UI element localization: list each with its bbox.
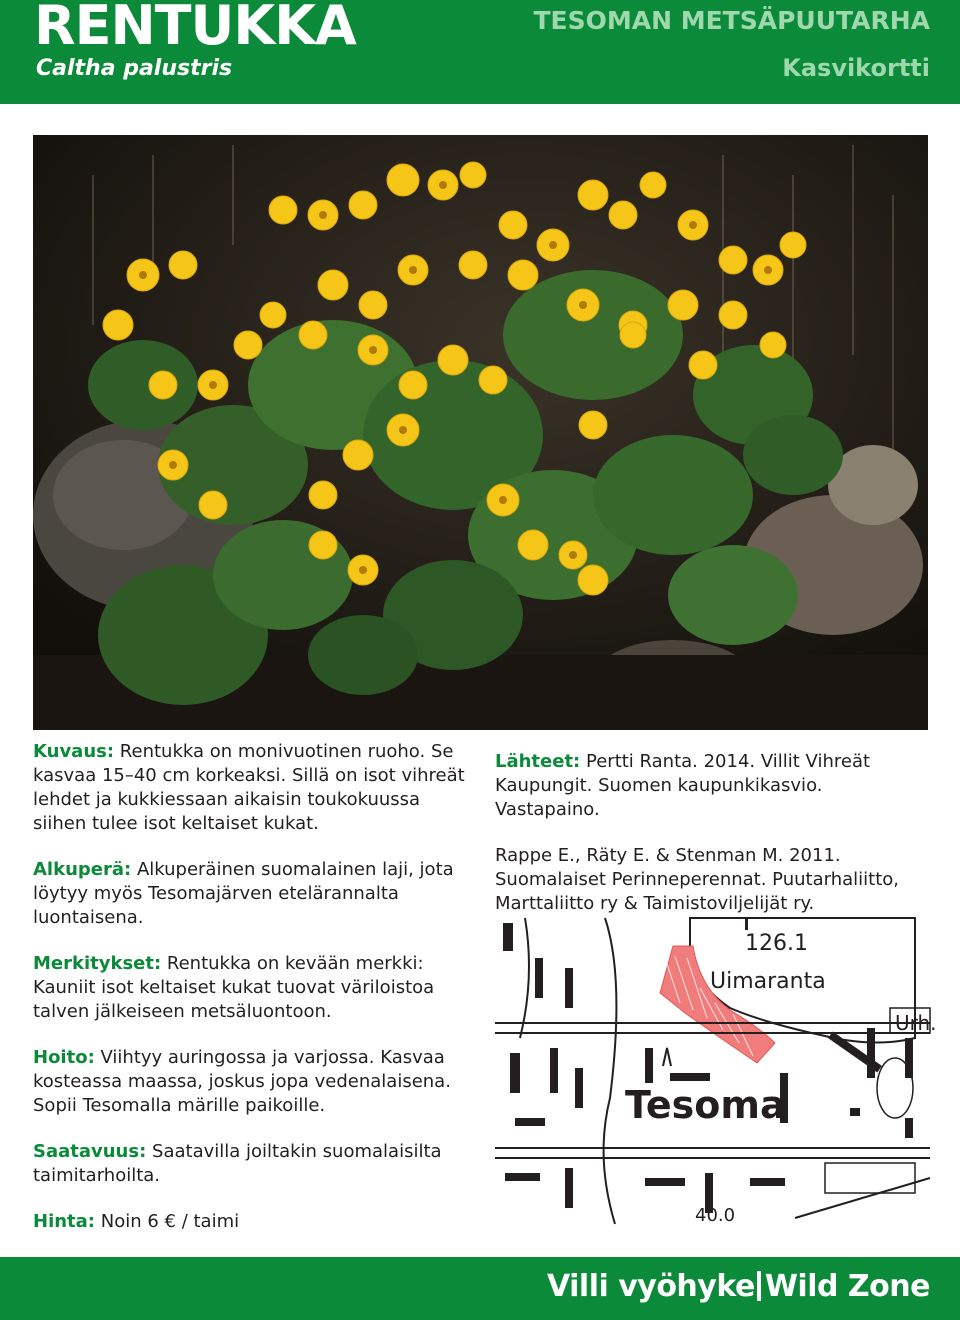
location-map bbox=[495, 918, 937, 1226]
latin-name: Caltha palustris bbox=[36, 56, 233, 81]
logo-divider-icon bbox=[757, 1271, 761, 1301]
footer-banner bbox=[0, 1257, 960, 1320]
map-area-label: Tesoma bbox=[625, 1083, 786, 1127]
section-saatavuus bbox=[33, 1140, 473, 1188]
text-hinta: Noin 6 € / taimi bbox=[100, 1211, 240, 1232]
label-alkupera: Alkuperä: bbox=[33, 859, 132, 880]
header-banner bbox=[0, 0, 960, 104]
label-saatavuus: Saatavuus: bbox=[33, 1141, 147, 1162]
label-kuvaus: Kuvaus: bbox=[33, 741, 115, 762]
source-ref-2 bbox=[495, 844, 925, 916]
description-column bbox=[33, 740, 473, 1256]
sources-column bbox=[495, 750, 925, 938]
map-beach-label: Uimaranta bbox=[710, 969, 826, 994]
text-saatavuus: Saatavilla joiltakin suomalaisilta taimitarhoilta. bbox=[33, 1141, 442, 1186]
label-merkitykset: Merkitykset: bbox=[33, 953, 162, 974]
section-merkitykset bbox=[33, 952, 473, 1024]
logo-text-finnish: Villi vyöhyke bbox=[546, 1269, 755, 1304]
text-hoito: Viihtyy auringossa ja varjossa. Kasvaa kosteassa maassa, joskus jopa vedenalaisena. Sopii Tesomalla märille paikoille. bbox=[33, 1047, 451, 1116]
map-elevation: 126.1 bbox=[745, 931, 808, 956]
section-hinta bbox=[33, 1210, 473, 1234]
plant-photo-illustration bbox=[33, 135, 928, 730]
label-lahteet: Lähteet: bbox=[495, 751, 581, 772]
logo-text-english: Wild Zone bbox=[764, 1269, 930, 1304]
text-alkupera: Alkuperäinen suomalainen laji, jota löytyy myös Tesomajärven etelärannalta luontaisena. bbox=[33, 859, 454, 928]
map-contour-label: 40.0 bbox=[695, 1205, 736, 1226]
wild-zone-logo bbox=[547, 1269, 930, 1304]
text-merkitykset: Rentukka on kevään merkki: Kauniit isot keltaiset kukat tuovat väriloistoa talven jälkeiseen metsäluontoon. bbox=[33, 953, 435, 1022]
label-hinta: Hinta: bbox=[33, 1211, 95, 1232]
text-ref-1: Pertti Ranta. 2014. Villit Vihreät Kaupungit. Suomen kaupunkikasvio. Vastapaino. bbox=[495, 751, 871, 820]
card-type: Kasvikortti bbox=[782, 54, 930, 82]
plant-title: RENTUKKA bbox=[34, 0, 356, 57]
text-ref-2: Rappe E., Räty E. & Stenman M. 2011. Suomalaiset Perinneperennat. Puutarhaliitto, Marttaliitto ry & Taimistoviljelijät ry. bbox=[495, 845, 899, 914]
garden-name: TESOMAN METSÄPUUTARHA bbox=[533, 6, 930, 35]
section-alkupera bbox=[33, 858, 473, 930]
map-sports-label: Urh. bbox=[895, 1011, 937, 1035]
text-kuvaus: Rentukka on monivuotinen ruoho. Se kasvaa 15–40 cm korkeaksi. Sillä on isot vihreät lehdet ja kukkiessaan aikaisin toukokuussa siihen tulee isot keltaiset kukat. bbox=[33, 741, 465, 834]
section-kuvaus bbox=[33, 740, 473, 836]
location-map-drawing bbox=[495, 918, 937, 1226]
plant-photo bbox=[33, 135, 928, 730]
section-hoito bbox=[33, 1046, 473, 1118]
label-hoito: Hoito: bbox=[33, 1047, 95, 1068]
source-ref-1 bbox=[495, 750, 925, 822]
